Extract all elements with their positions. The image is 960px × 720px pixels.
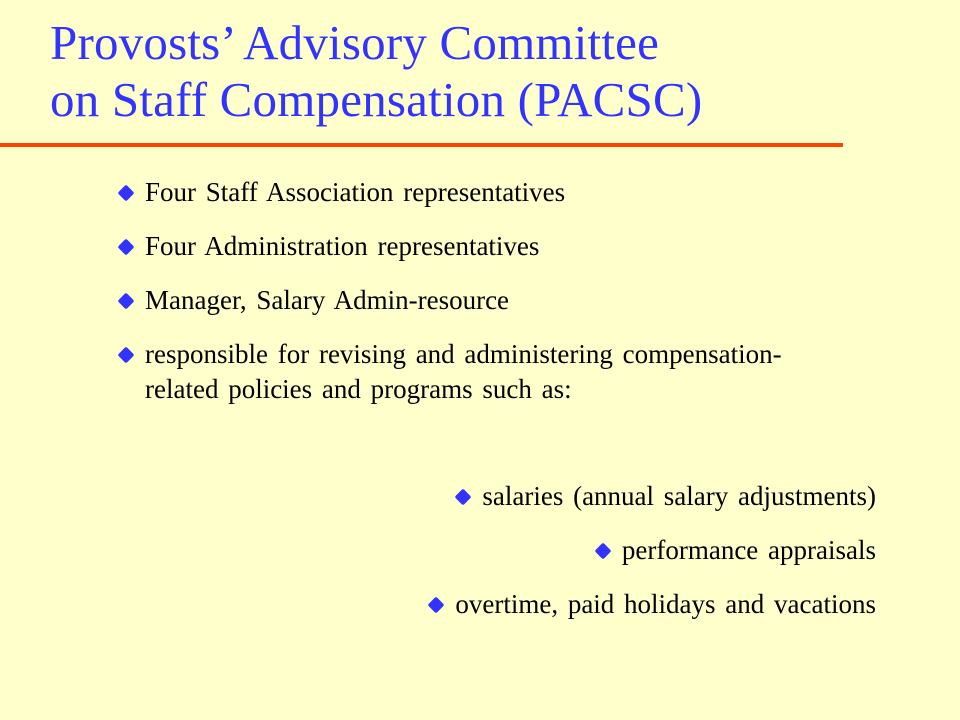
diamond-bullet-icon (118, 293, 135, 310)
diamond-bullet-icon (118, 185, 135, 202)
diamond-bullet-icon (118, 347, 135, 364)
sub-bullet-item (430, 587, 876, 622)
sub-bullet-text: performance appraisals (621, 535, 876, 565)
bullet-text: Four Administration representatives (145, 231, 540, 261)
bullet-item (120, 337, 840, 407)
sub-bullet-text: overtime, paid holidays and vacations (455, 589, 876, 619)
bullet-text: Manager, Salary Admin-resource (145, 285, 510, 315)
diamond-bullet-icon (428, 597, 445, 614)
slide-title-line-1: Provosts’ Advisory Committee (50, 15, 660, 70)
sub-bullet-item (457, 479, 876, 514)
bullet-text: Four Staff Association representatives (145, 177, 566, 207)
slide-title-line-2: on Staff Compensation (PACSC) (50, 72, 703, 127)
bullet-item (120, 175, 565, 210)
sub-bullet-text: salaries (annual salary adjustments) (482, 481, 876, 511)
sub-bullet-item (597, 533, 876, 568)
bullet-text: responsible for revising and administering compensation-related policies and programs such as: (145, 339, 782, 404)
diamond-bullet-icon (594, 543, 611, 560)
bullet-item (120, 229, 539, 264)
bullet-item (120, 283, 509, 318)
diamond-bullet-icon (455, 489, 472, 506)
diamond-bullet-icon (118, 239, 135, 256)
